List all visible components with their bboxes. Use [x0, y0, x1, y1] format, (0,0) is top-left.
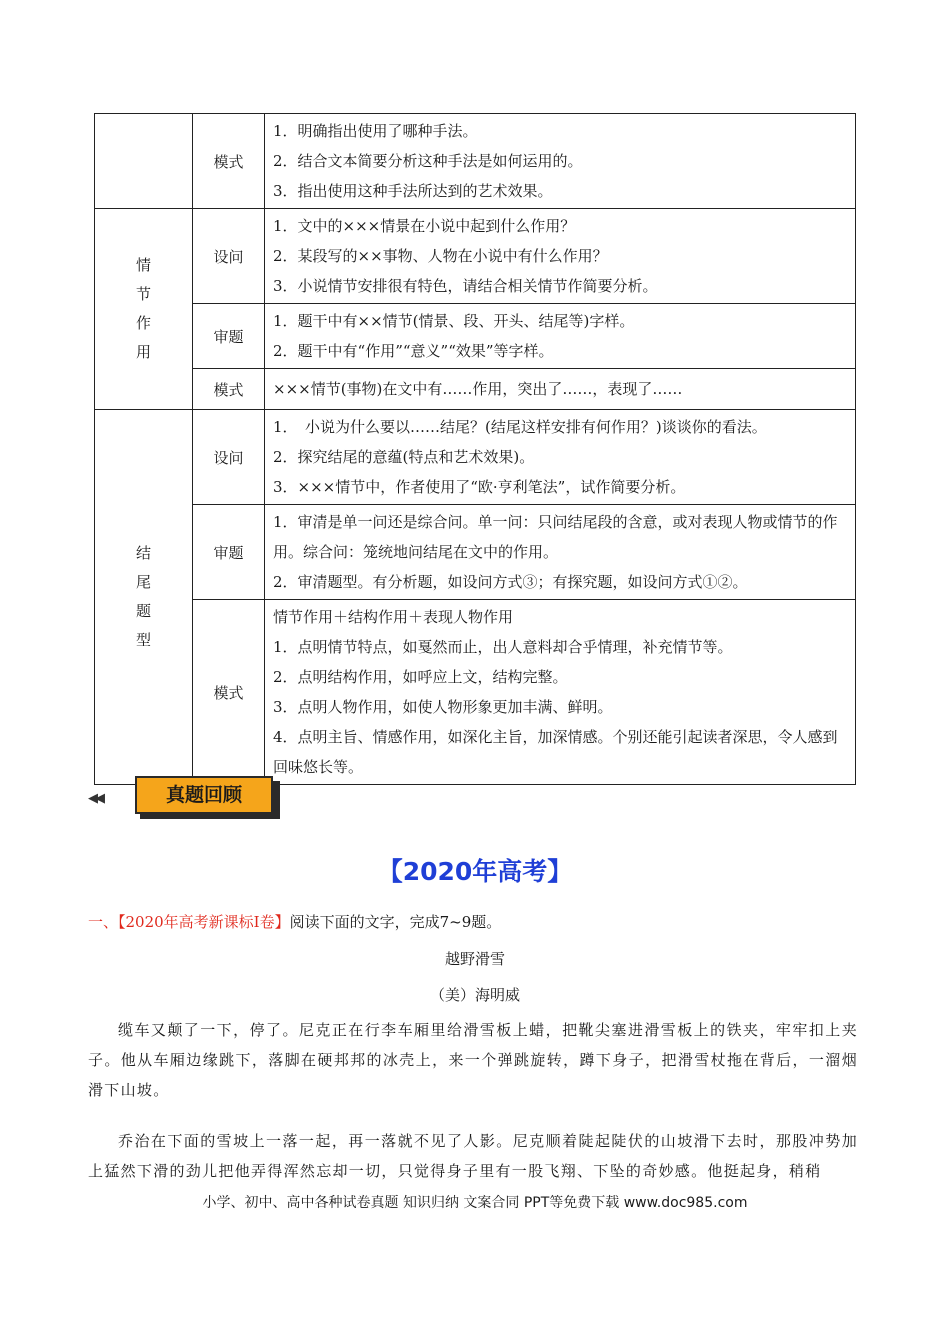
story-author: （美）海明威: [429, 986, 520, 1004]
category-cell-ending-type: 结 尾 题 型: [95, 410, 193, 785]
story-paragraph: 乔治在下面的雪坡上一落一起，再一落就不见了人影。尼克顺着陡起陡伏的山坡滑下去时，那股冲势加上猛然下滑的劲儿把他弄得浑然忘却一切，只觉得身子里有一股飞翔、下坠的奇妙感。他挺起身，稍稍: [88, 1132, 858, 1180]
row-label: 模式: [193, 114, 265, 209]
table-row: [95, 304, 856, 369]
row-content: 1．审清是单一问还是综合问。单一问：只问结尾段的含意，或对表现人物或情节的作用。综合问：笼统地问结尾在文中的作用。 2．审清题型。有分析题，如设问方式③；有探究题，如设问方式①②。: [265, 505, 856, 600]
row-content: 1． 小说为什么要以……结尾？(结尾这样安排有何作用？)谈谈你的看法。 2．探究结尾的意蕴(特点和艺术效果)。 3．×××情节中，作者使用了“欧·亨利笔法”，试作简要分析。: [265, 410, 856, 505]
table-row: [95, 505, 856, 600]
category-cell-plot-function: 情 节 作 用: [95, 209, 193, 410]
category-cell-empty: [95, 114, 193, 209]
row-label: 审题: [193, 304, 265, 369]
table-row: [95, 369, 856, 410]
story-paragraph: 缆车又颠了一下，停了。尼克正在行李车厢里给滑雪板上蜡，把靴尖塞进滑雪板上的铁夹，牢牢扣上夹子。他从车厢边缘跳下，落脚在硬邦邦的冰壳上，来一个弹跳旋转，蹲下身子，把滑雪杖拖在背后，一溜烟滑下山坡。: [88, 1021, 858, 1099]
story-title: 越野滑雪: [444, 950, 505, 968]
table-row: [95, 600, 856, 785]
row-content: 情节作用＋结构作用＋表现人物作用 1．点明情节特点，如戛然而止，出人意料却合乎情理，补充情节等。 2．点明结构作用，如呼应上文，结构完整。 3．点明人物作用，如使人物形象更加丰满、鲜明。 4．点明主旨、情感作用，如深化主旨，加深情感。个别还能引起读者深思，令人感到回味悠长等。: [265, 600, 856, 785]
row-content: 1．文中的×××情景在小说中起到什么作用？ 2．某段写的××事物、人物在小说中有什么作用？ 3．小说情节安排很有特色，请结合相关情节作简要分析。: [265, 209, 856, 304]
page-footer: 小学、初中、高中各种试卷真题 知识归纳 文案合同 PPT等免费下载 www.doc985.com: [0, 1192, 950, 1212]
question-instruction: 阅读下面的文字，完成7~9题。: [289, 913, 502, 931]
row-label: 模式: [193, 369, 265, 410]
row-label: 设问: [193, 209, 265, 304]
table-row: [95, 410, 856, 505]
badge-label: 真题回顾: [135, 776, 273, 814]
row-label: 设问: [193, 410, 265, 505]
section-heading: 【2020年高考】: [377, 857, 573, 886]
table-row: [95, 114, 856, 209]
row-label: 审题: [193, 505, 265, 600]
review-badge: [88, 775, 288, 821]
row-content: ×××情节(事物)在文中有……作用，突出了……，表现了……: [265, 369, 856, 410]
row-content: 1．明确指出使用了哪种手法。 2．结合文本简要分析这种手法是如何运用的。 3．指出使用这种手法所达到的艺术效果。: [265, 114, 856, 209]
double-arrow-left-icon: ◀◀: [88, 791, 102, 806]
question-source: 一、【2020年高考新课标Ⅰ卷】: [88, 913, 290, 931]
table-row: [95, 209, 856, 304]
question-line: [88, 911, 501, 932]
row-content: 1．题干中有××情节(情景、段、开头、结尾等)字样。 2．题干中有“作用”“意义”“效果”等字样。: [265, 304, 856, 369]
answer-template-table: [94, 113, 856, 785]
row-label: 模式: [193, 600, 265, 785]
